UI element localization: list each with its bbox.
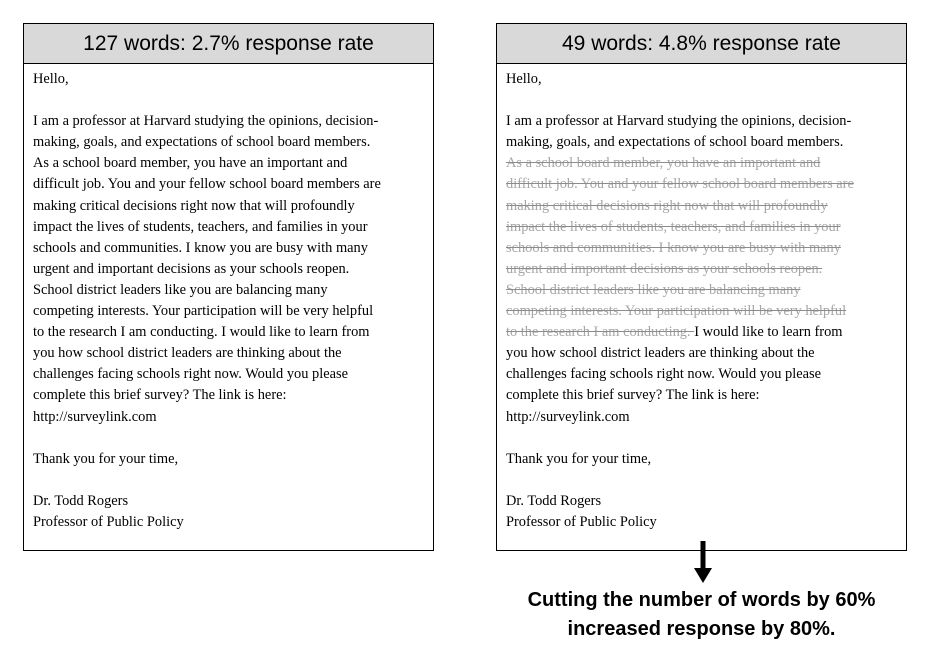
survey-link[interactable]: http://surveylink.com [33,408,157,425]
struck-line: School district leaders like you are balancing many [506,281,801,298]
result-caption [496,586,907,644]
body-line: School district leaders like you are balancing many [33,281,328,298]
mixed-line [506,322,898,343]
signature-name: Dr. Todd Rogers [33,492,129,509]
body-line: making, goals, and expectations of school board members. [506,134,844,151]
body-line: you how school district leaders are thinking about the [506,345,815,362]
survey-link[interactable]: http://surveylink.com [506,408,630,425]
struck-fragment: to the research I am conducting. [506,324,695,341]
body-line: complete this brief survey? The link is here: [33,387,287,404]
body-line: making critical decisions right now that will profoundly [33,197,355,214]
signature-title: Professor of Public Policy [33,513,184,530]
body-line: complete this brief survey? The link is here: [506,387,760,404]
greeting: Hello, [506,71,542,87]
body-line: impact the lives of students, teachers, and families in your [33,218,368,235]
body-line: making, goals, and expectations of school board members. [33,134,371,151]
body-line: to the research I am conducting. I would like to learn from [33,324,370,341]
body-line: I am a professor at Harvard studying the opinions, decision- [33,113,379,130]
struck-line: schools and communities. I know you are busy with many [506,239,841,256]
body-line: I am a professor at Harvard studying the opinions, decision- [506,113,852,130]
body-line: As a school board member, you have an important and [33,155,348,172]
struck-line: competing interests. Your participation will be very helpful [506,303,847,320]
greeting: Hello, [33,71,69,87]
signature-title: Professor of Public Policy [506,513,657,530]
body-line: you how school district leaders are thinking about the [33,345,342,362]
email-body [24,64,433,533]
signature-name: Dr. Todd Rogers [506,492,602,509]
email-body [497,64,906,533]
original-email-panel [23,23,434,551]
body-line: challenges facing schools right now. Would you please [506,366,821,383]
closing: Thank you for your time, [33,450,179,467]
struck-line: urgent and important decisions as your schools reopen. [506,260,823,277]
body-line: schools and communities. I know you are busy with many [33,239,368,256]
panel-title: 49 words: 4.8% response rate [497,24,906,64]
struck-line: difficult job. You and your fellow school board members are [506,176,854,193]
down-arrow-icon [694,541,712,583]
struck-line: making critical decisions right now that will profoundly [506,197,828,214]
body-line: urgent and important decisions as your schools reopen. [33,260,350,277]
body-line: competing interests. Your participation will be very helpful [33,303,374,320]
kept-fragment: I would like to learn from [694,324,843,341]
caption-line: Cutting the number of words by 60% [527,589,876,611]
panel-title: 127 words: 2.7% response rate [24,24,433,64]
body-line: challenges facing schools right now. Would you please [33,366,348,383]
struck-line: impact the lives of students, teachers, and families in your [506,218,841,235]
body-line: difficult job. You and your fellow school board members are [33,176,381,193]
closing: Thank you for your time, [506,450,652,467]
caption-line: increased response by 80%. [567,618,836,640]
shortened-email-panel [496,23,907,551]
struck-line: As a school board member, you have an important and [506,155,821,172]
